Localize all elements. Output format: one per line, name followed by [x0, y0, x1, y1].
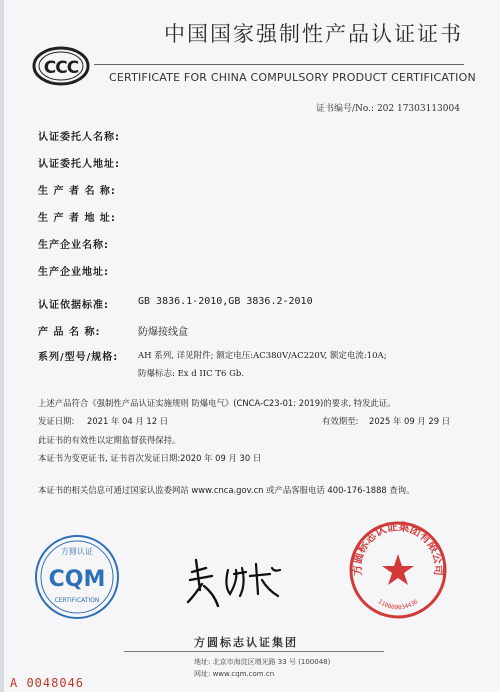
change-certificate-note: 本证书为变更证书, 证书首次发证日期:2020 年 09 月 30 日 — [38, 453, 262, 463]
issue-date-label: 发证日期: — [38, 416, 75, 426]
cert-no-label: 证书编号/No.: — [316, 104, 375, 114]
field-label-model: 系列/型号/规格: — [38, 352, 119, 363]
signature-mark — [184, 550, 304, 610]
title-divider — [94, 64, 464, 65]
inquiry-note: 本证书的相关信息可通过国家认监委网站 www.cnca.gov.cn 或产品客服电话 400-176-1888 查询。 — [38, 485, 415, 495]
field-label-applicant-address: 认证委托人地址: — [38, 159, 120, 170]
cqm-seal — [34, 534, 120, 620]
cqm-seal-main-text: CQM — [48, 567, 106, 592]
seal-star-icon — [382, 554, 414, 585]
seal-number: 110000034436 — [376, 598, 420, 612]
field-label-standards: 认证依据标准: — [38, 300, 109, 311]
ccc-logo-icon — [32, 46, 90, 86]
valid-until-value: 2025 年 09 月 29 日 — [369, 416, 451, 426]
field-label-factory-address: 生产企业地址: — [38, 267, 109, 278]
cqm-seal-bottom-text: CERTIFICATION — [54, 597, 100, 604]
issue-date-value: 2021 年 04 月 12 日 — [87, 416, 169, 426]
footer-divider — [124, 651, 384, 652]
field-label-product-name: 产 品 名 称: — [38, 327, 101, 338]
field-value-model: AH 系列, 详见附件; 额定电压:AC380V/AC220V, 额定电流:10A; — [138, 351, 387, 361]
company-seal — [348, 520, 448, 620]
issuing-organization: 方圆标志认证集团 — [194, 636, 298, 649]
validity-note: 此证书的有效性以定期监督获得保持。 — [38, 435, 181, 445]
ex-marking: 防爆标志: Ex d IIC T6 Gb. — [138, 369, 245, 379]
svg-text:CCC: CCC — [43, 58, 79, 78]
field-label-applicant-name: 认证委托人名称: — [38, 132, 120, 143]
valid-until-label: 有效期至: — [322, 416, 359, 426]
cert-no-value: 202 17303113004 — [376, 104, 460, 114]
organization-website: 网址: www.cqm.com.cn — [194, 670, 275, 678]
serial-number: A 0048046 — [10, 676, 85, 690]
field-label-factory-name: 生产企业名称: — [38, 240, 109, 251]
seal-ring-text: 方圆标志认证集团有限公司 — [350, 520, 446, 577]
valid-until-line — [322, 415, 450, 427]
svg-text:110000034436 — [377, 598, 420, 611]
conformity-statement: 上述产品符合《强制性产品认证实施规则 防爆电气》(CNCA-C23-01: 2019)的要求, 特发此证。 — [38, 398, 396, 408]
field-value-standards: GB 3836.1-2010,GB 3836.2-2010 — [138, 296, 313, 307]
field-label-manufacturer-name: 生 产 者 名 称: — [38, 186, 116, 197]
field-value-product-name: 防爆接线盒 — [138, 327, 188, 338]
certificate-number — [316, 101, 460, 114]
issue-date-line — [38, 415, 168, 427]
title-chinese: 中国国家强制性产品认证证书 — [164, 22, 463, 46]
organization-address: 地址: 北京市海淀区增光路 33 号 (100048) — [194, 658, 331, 666]
title-english: CERTIFICATE FOR CHINA COMPULSORY PRODUCT CERTIFICATION — [109, 71, 476, 84]
cqm-seal-top-text: 方圆认证 — [61, 547, 93, 556]
field-label-manufacturer-address: 生 产 者 地 址: — [38, 213, 116, 224]
